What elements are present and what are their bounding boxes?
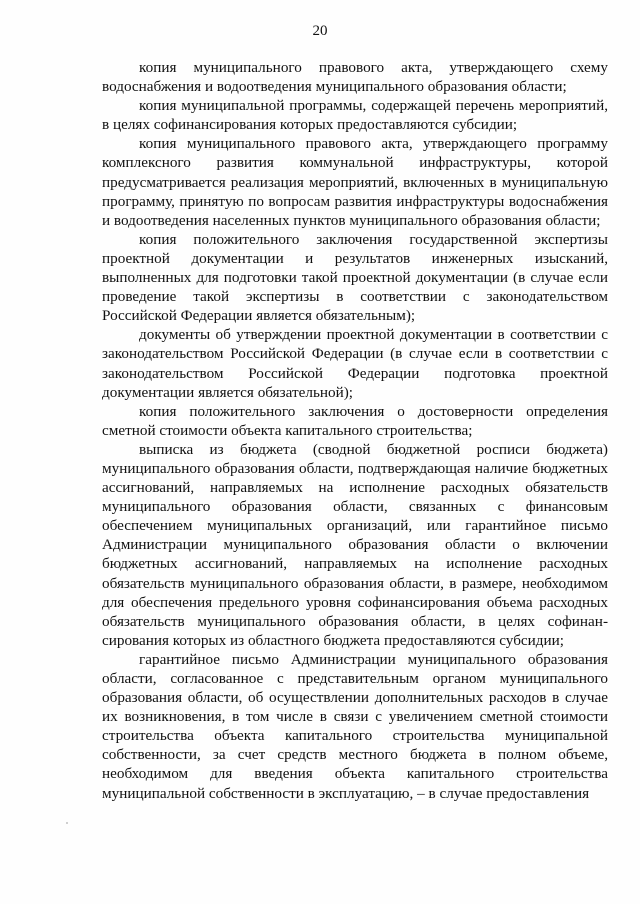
paragraph-cost-estimate: копия положительного заключения о достоверности определения сметной стоимости объекта капитального строительства;	[102, 402, 608, 439]
paragraph-municipal-program: копия муниципальной программы, содержащей перечень мероприятий, в целях софинансирования которых предоставляются субсидии;	[102, 97, 608, 134]
paragraph-state-expertise: копия положительного заключения государственной экспертизы проектной документации и результатов инженерных изысканий, выполненных для подготовки такой проектной документации (в случае если проведение такой экспертизы в соответствии с законодательством Российской Федерации является обязательным);	[102, 230, 608, 325]
paragraph-infrastructure-program: копия муниципального правового акта, утверждающего программу комплексного развития коммунальной инфраструктуры, которой предусматривается реализация мероприятий, включенных в муниципальную программу, принятую по вопросам развития инфраструктуры водоснабжения и водоотведения населенных пунктов муниципального образования области;	[102, 135, 608, 229]
paragraph-budget-extract: выписка из бюджета (сводной бюджетной росписи бюджета) муниципального образования области, подтверждающая наличие бюджетных ассигнований, направляемых на исполнение расходных обязательств муниципального образования области, связанных с финансовым обеспечением муниципальных организаций, или гарантийное письмо Администрации муниципального образования области о включении бюджетных ассигнований, направляемых на исполнение расходных обязательств муниципального образования области, в размере, необходимом для обеспечения предельного уровня софинансирования объема расходных обязательств муниципального образования области, в целях софинансирования которых из областного бюджета предоставляются субсидии;	[102, 440, 608, 649]
document-body	[102, 58, 608, 803]
paragraph-project-approval: документы об утверждении проектной документации в соответствии с законодательством Российской Федерации (в случае если в соответствии с законодательством Российской Федерации подготовка проектной документации является обязательной);	[102, 326, 608, 401]
scan-speck	[66, 822, 68, 824]
page-number: 20	[312, 23, 328, 39]
paragraph-water-scheme-act: копия муниципального правового акта, утверждающего схему водоснабжения и водоотведения муниципального образования области;	[102, 59, 608, 96]
paragraph-guarantee-letter: гарантийное письмо Администрации муниципального образования области, согласованное с представительным органом муниципального образования области, об осуществлении дополнительных расходов в случае их возникновения, в том числе в связи с увеличением сметной стоимости строительства объекта капитального строительства муниципальной собственности, за счет средств местного бюджета в полном объеме, необходимом для введения объекта капитального строительства муниципальной собственности в эксплуатацию, – в случае предоставления	[102, 650, 608, 802]
